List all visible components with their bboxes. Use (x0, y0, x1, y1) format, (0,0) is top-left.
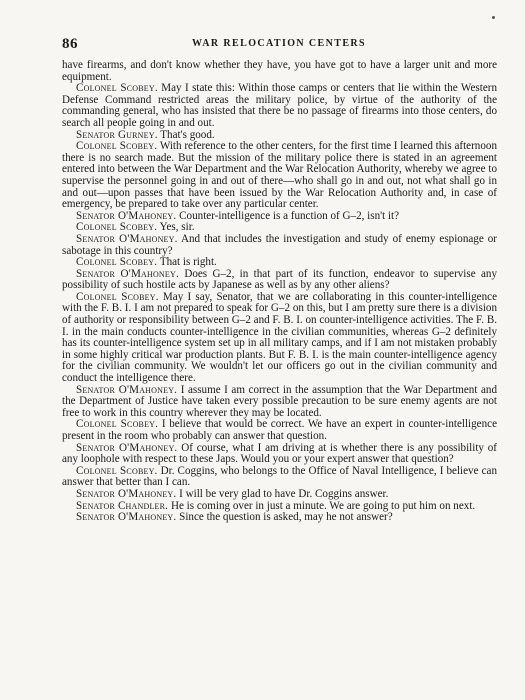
speaker-name: Senator O'Mahoney. (76, 511, 177, 524)
paragraph-text: I believe that would be correct. We have an expert in counter-intelligence present in the room who probably can answer that question. (62, 418, 497, 442)
transcript-paragraph (62, 512, 497, 524)
transcript-paragraph (62, 269, 497, 292)
paragraph-text: And that includes the investigation and study of enemy espionage or sabotage in this country? (62, 232, 498, 257)
speaker-name: Colonel Scobey. (76, 290, 159, 303)
paragraph-text: have firearms, and don't know whether they have, you have got to have a larger unit and more equipment. (62, 59, 497, 83)
transcript-paragraph (62, 443, 497, 466)
paragraph-text: Does G–2, in that part of its function, endeavor to supervise any possibility of such hostile acts by Japanese as well as by any other aliens? (62, 267, 497, 292)
speaker-name: Senator Gurney. (76, 128, 158, 141)
paragraph-text: That's good. (160, 128, 215, 141)
page-number: 86 (62, 36, 78, 52)
scan-speck (492, 16, 495, 19)
paragraph-text: Since the question is asked, may he not answer? (179, 511, 393, 524)
paragraph-text: May I state this: Within those camps or centers that lie within the Western Defense Command restricted areas the military police, by virtue of the authority of the commanding general, who has insisted that there be no passage of firearms into those centers, do search all people going in and out. (62, 82, 497, 129)
transcript-paragraph (62, 234, 497, 257)
transcript-body (62, 60, 497, 524)
speaker-name: Senator O'Mahoney. (76, 232, 178, 245)
speaker-name: Senator O'Mahoney. (76, 487, 177, 500)
speaker-name: Senator O'Mahoney. (76, 441, 178, 454)
transcript-paragraph (62, 60, 497, 83)
transcript-paragraph (62, 419, 497, 442)
transcript-paragraph (62, 466, 497, 489)
transcript-paragraph (62, 141, 497, 211)
transcript-paragraph (62, 83, 497, 129)
paragraph-text: He is coming over in just a minute. We are going to put him on next. (170, 499, 476, 512)
paragraph-text: I will be very glad to have Dr. Coggins answer. (179, 487, 389, 500)
speaker-name: Colonel Scobey. (76, 256, 158, 269)
speaker-name: Senator O'Mahoney. (76, 383, 178, 396)
page-header (62, 36, 496, 54)
speaker-name: Senator O'Mahoney. (76, 267, 179, 280)
paragraph-text: Yes, sir. (159, 221, 195, 234)
transcript-paragraph (62, 292, 497, 385)
paragraph-text: Counter-intelligence is a function of G–2, isn't it? (179, 209, 400, 222)
speaker-name: Colonel Scobey. (76, 221, 158, 234)
speaker-name: Colonel Scobey. (76, 418, 159, 431)
speaker-name: Colonel Scobey. (76, 464, 158, 477)
paragraph-text: Dr. Coggins, who belongs to the Office of Naval Intelligence, I believe can answer that better than I can. (62, 464, 497, 489)
paragraph-text: That is right. (159, 256, 217, 269)
running-head: WAR RELOCATION CENTERS (192, 38, 366, 49)
paragraph-text: May I say, Senator, that we are collaborating in this counter-intelligence with the F. B. I. I am not prepared to speak for G–2 on this, but I am pretty sure there is a division of authority or responsibility between G–2 and F. B. I. on counter-intelligence activities. The F. B. I. in the main conducts counter-intelligence in the civilian communities, whereas G–2 definitely has its counter-intelligence system set up in all military camps, and if I am not mistaken probably in some highly critical war production plants. But F. B. I. is the main counter-intelligence agency for the civilian community. We wouldn't let our officers go out in the civilian community and conduct the intelligence there. (62, 290, 497, 385)
paragraph-text: Of course, what I am driving at is whether there is any possibility of any loophole with respect to these Japs. Would you or your expert answer that question? (62, 441, 498, 466)
speaker-name: Senator O'Mahoney. (76, 209, 177, 222)
paragraph-text: I assume I am correct in the assumption that the War Department and the Department of Justice have taken every possible precaution to be sure enemy agents are not free to work in this country wherever they may be located. (62, 383, 498, 419)
speaker-name: Colonel Scobey. (76, 82, 158, 95)
transcript-paragraph (62, 385, 497, 420)
paragraph-text: With reference to the other centers, for the first time I learned this afternoon there is no search made. But the mission of the military police there is stated in an agreement entered into between the War Department and the War Relocation Authority, whereby we agree to supervise the personnel going in and out of there—who shall go in and out, not what shall go in and out—upon passes that have been issued by the War Relocation Authority and, in case of emergency, be prepared to take over any particular center. (62, 140, 497, 211)
speaker-name: Senator Chandler. (76, 499, 169, 512)
speaker-name: Colonel Scobey. (76, 140, 158, 153)
